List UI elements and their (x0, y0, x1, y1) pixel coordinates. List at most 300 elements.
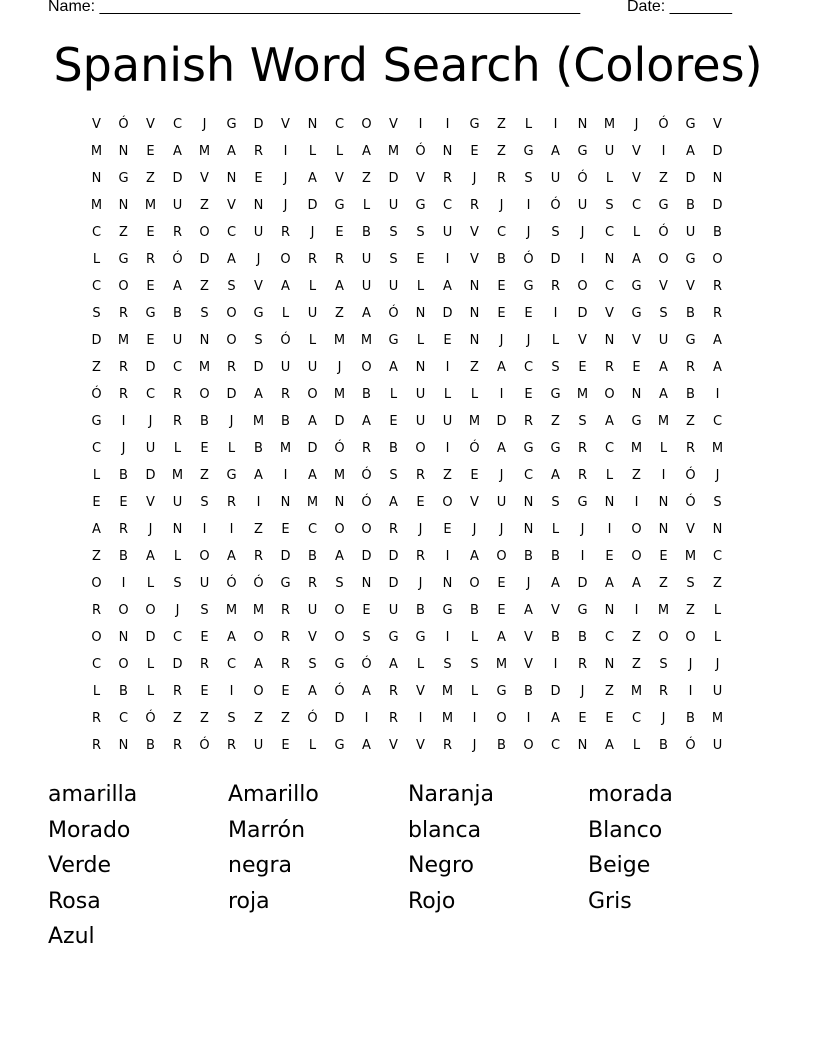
grid-letter: N (442, 576, 453, 591)
grid-letter: G (550, 441, 561, 456)
grid-letter: D (496, 414, 507, 429)
grid-letter: O (496, 549, 507, 564)
grid-letter: J (202, 117, 207, 132)
grid-letter: E (281, 738, 290, 753)
grid-letter: R (118, 306, 129, 321)
grid-letter: Z (497, 144, 506, 159)
grid-letter: V (524, 630, 533, 645)
grid-letter: Z (200, 468, 209, 483)
grid-letter: M (657, 414, 670, 429)
grid-letter: R (577, 468, 588, 483)
grid-letter: G (334, 198, 345, 213)
word-list-item: negra (228, 853, 292, 878)
grid-letter: S (389, 468, 398, 483)
grid-letter: G (469, 117, 480, 132)
grid-letter: Z (605, 684, 614, 699)
grid-letter: O (361, 522, 372, 537)
grid-letter: L (308, 333, 317, 348)
grid-letter: O (199, 387, 210, 402)
grid-letter: Ó (334, 684, 345, 699)
grid-letter: N (658, 522, 669, 537)
grid-letter: M (360, 333, 373, 348)
grid-letter: G (334, 738, 345, 753)
grid-letter: G (577, 495, 588, 510)
grid-letter: L (281, 306, 290, 321)
grid-letter: E (497, 576, 506, 591)
grid-letter: Z (200, 198, 209, 213)
grid-letter: N (631, 387, 642, 402)
grid-letter: L (551, 522, 560, 537)
grid-letter: N (604, 495, 615, 510)
grid-letter: O (658, 252, 669, 267)
grid-letter: C (226, 657, 237, 672)
grid-letter: A (551, 576, 560, 591)
grid-letter: M (198, 144, 211, 159)
grid-letter: B (686, 387, 695, 402)
grid-letter: I (553, 117, 558, 132)
grid-letter: Z (713, 576, 722, 591)
grid-letter: N (415, 306, 426, 321)
grid-letter: G (523, 279, 534, 294)
grid-letter: D (145, 360, 156, 375)
grid-letter: D (712, 198, 723, 213)
grid-letter: E (497, 603, 506, 618)
grid-letter: E (470, 468, 479, 483)
grid-letter: J (310, 225, 315, 240)
grid-letter: M (90, 144, 103, 159)
grid-letter: L (92, 684, 101, 699)
grid-letter: Ó (523, 252, 534, 267)
grid-letter: U (577, 198, 588, 213)
grid-letter: Z (632, 468, 641, 483)
grid-letter: B (389, 441, 398, 456)
grid-letter: Z (92, 549, 101, 564)
grid-letter: I (202, 522, 207, 537)
grid-letter: A (335, 549, 344, 564)
grid-letter: I (445, 549, 450, 564)
grid-letter: I (445, 441, 450, 456)
grid-letter: D (442, 306, 453, 321)
grid-letter: O (253, 684, 264, 699)
grid-letter: O (307, 387, 318, 402)
grid-letter: Z (281, 711, 290, 726)
grid-letter: G (415, 630, 426, 645)
grid-letter: N (469, 279, 480, 294)
grid-letter: M (603, 117, 616, 132)
grid-letter: R (658, 684, 669, 699)
grid-letter: B (686, 198, 695, 213)
grid-letter: Z (200, 279, 209, 294)
grid-letter: G (496, 684, 507, 699)
grid-letter: E (605, 549, 614, 564)
grid-letter: V (470, 252, 479, 267)
grid-letter: Z (335, 306, 344, 321)
grid-letter: L (362, 198, 371, 213)
grid-letter: O (145, 603, 156, 618)
grid-letter: R (388, 684, 399, 699)
grid-letter: Ó (361, 657, 372, 672)
grid-letter: Ó (685, 495, 696, 510)
grid-letter: J (688, 657, 693, 672)
grid-letter: Z (200, 711, 209, 726)
grid-letter: Ó (280, 333, 291, 348)
grid-letter: C (91, 279, 102, 294)
grid-letter: S (200, 306, 209, 321)
grid-letter: J (499, 468, 504, 483)
grid-letter: C (334, 117, 345, 132)
grid-letter: C (442, 198, 453, 213)
grid-letter: A (605, 738, 614, 753)
grid-letter: A (551, 468, 560, 483)
grid-letter: C (91, 657, 102, 672)
grid-letter: N (712, 171, 723, 186)
grid-letter: U (361, 252, 372, 267)
grid-letter: E (632, 360, 641, 375)
grid-letter: V (389, 738, 398, 753)
grid-letter: B (308, 549, 317, 564)
grid-letter: L (173, 441, 182, 456)
grid-letter: J (121, 441, 126, 456)
grid-letter: V (659, 279, 668, 294)
grid-letter: A (308, 468, 317, 483)
grid-letter: N (469, 306, 480, 321)
grid-letter: R (469, 198, 480, 213)
grid-letter: Ó (550, 198, 561, 213)
grid-letter: C (145, 387, 156, 402)
grid-letter: D (550, 684, 561, 699)
grid-letter: A (227, 630, 236, 645)
grid-letter: S (659, 306, 668, 321)
grid-letter: I (661, 144, 666, 159)
grid-letter: D (712, 144, 723, 159)
grid-letter: I (418, 117, 423, 132)
grid-letter: Ó (253, 576, 264, 591)
grid-letter: O (631, 522, 642, 537)
grid-letter: V (686, 279, 695, 294)
grid-letter: L (92, 252, 101, 267)
grid-letter: N (199, 333, 210, 348)
grid-letter: Ó (685, 738, 696, 753)
grid-letter: L (551, 333, 560, 348)
grid-letter: B (686, 306, 695, 321)
grid-letter: B (119, 684, 128, 699)
grid-letter: S (227, 711, 236, 726)
grid-letter: A (551, 144, 560, 159)
grid-letter: M (630, 441, 643, 456)
grid-letter: V (254, 279, 263, 294)
grid-letter: O (118, 657, 129, 672)
grid-letter: E (416, 495, 425, 510)
word-list-item: Azul (48, 924, 95, 949)
grid-letter: U (550, 171, 561, 186)
grid-letter: N (361, 576, 372, 591)
grid-letter: O (118, 279, 129, 294)
grid-letter: R (172, 387, 183, 402)
grid-letter: V (416, 738, 425, 753)
grid-letter: R (577, 441, 588, 456)
grid-letter: J (418, 522, 423, 537)
grid-letter: R (415, 549, 426, 564)
grid-letter: D (361, 549, 372, 564)
word-list-item: Beige (588, 853, 651, 878)
grid-letter: R (280, 225, 291, 240)
grid-letter: R (307, 576, 318, 591)
grid-letter: I (256, 495, 261, 510)
grid-letter: V (632, 144, 641, 159)
grid-letter: S (335, 576, 344, 591)
grid-letter: J (526, 225, 531, 240)
grid-letter: J (175, 603, 180, 618)
grid-letter: O (226, 306, 237, 321)
grid-letter: E (281, 522, 290, 537)
grid-letter: S (416, 225, 425, 240)
grid-letter: B (713, 225, 722, 240)
grid-letter: S (92, 306, 101, 321)
grid-letter: O (334, 630, 345, 645)
grid-letter: S (443, 657, 452, 672)
grid-letter: J (148, 522, 153, 537)
grid-letter: C (712, 414, 723, 429)
grid-letter: V (335, 171, 344, 186)
grid-letter: S (308, 657, 317, 672)
grid-letter: D (334, 711, 345, 726)
grid-letter: R (118, 360, 129, 375)
grid-letter: I (580, 252, 585, 267)
grid-letter: O (658, 630, 669, 645)
grid-letter: R (577, 657, 588, 672)
grid-letter: G (226, 468, 237, 483)
grid-letter: G (685, 333, 696, 348)
grid-letter: B (146, 738, 155, 753)
grid-letter: I (121, 414, 126, 429)
grid-letter: V (227, 198, 236, 213)
grid-letter: Ó (199, 738, 210, 753)
grid-letter: M (144, 198, 157, 213)
word-list-item: roja (228, 888, 270, 914)
grid-letter: U (145, 441, 156, 456)
grid-letter: R (334, 252, 345, 267)
grid-letter: R (361, 441, 372, 456)
grid-letter: M (441, 711, 454, 726)
grid-letter: A (605, 576, 614, 591)
grid-letter: R (91, 738, 102, 753)
grid-letter: N (442, 144, 453, 159)
grid-letter: N (712, 522, 723, 537)
grid-letter: N (307, 117, 318, 132)
grid-letter: R (118, 522, 129, 537)
grid-letter: O (199, 549, 210, 564)
grid-letter: Ó (658, 225, 669, 240)
grid-letter: V (281, 117, 290, 132)
grid-letter: O (496, 711, 507, 726)
grid-letter: C (118, 711, 129, 726)
grid-letter: R (442, 171, 453, 186)
grid-letter: G (685, 252, 696, 267)
grid-letter: G (577, 603, 588, 618)
grid-letter: V (686, 522, 695, 537)
grid-letter: S (551, 360, 560, 375)
grid-letter: D (145, 468, 156, 483)
grid-letter: O (91, 630, 102, 645)
grid-letter: J (580, 684, 585, 699)
grid-letter: R (388, 522, 399, 537)
grid-letter: I (688, 684, 693, 699)
grid-letter: D (145, 630, 156, 645)
grid-letter: A (146, 549, 155, 564)
grid-letter: L (713, 630, 722, 645)
grid-letter: A (308, 414, 317, 429)
grid-letter: B (119, 468, 128, 483)
grid-letter: M (495, 657, 508, 672)
grid-letter: A (389, 360, 398, 375)
grid-letter: U (442, 414, 453, 429)
grid-letter: V (605, 306, 614, 321)
grid-letter: O (712, 252, 723, 267)
grid-letter: R (199, 657, 210, 672)
grid-letter: I (445, 252, 450, 267)
date-field-label[interactable]: Date: _______ (627, 0, 732, 15)
grid-letter: Z (362, 171, 371, 186)
grid-letter: I (418, 711, 423, 726)
grid-letter: A (227, 144, 236, 159)
word-list-item: Gris (588, 888, 632, 914)
grid-letter: R (118, 387, 129, 402)
grid-letter: N (118, 738, 129, 753)
grid-letter: U (415, 387, 426, 402)
grid-letter: L (605, 171, 614, 186)
grid-letter: G (631, 279, 642, 294)
grid-letter: I (553, 657, 558, 672)
grid-letter: G (145, 306, 156, 321)
grid-letter: N (118, 630, 129, 645)
grid-letter: M (225, 603, 238, 618)
grid-letter: R (307, 252, 318, 267)
grid-letter: Z (254, 522, 263, 537)
grid-letter: L (227, 441, 236, 456)
grid-letter: Z (659, 576, 668, 591)
grid-letter: R (280, 657, 291, 672)
grid-letter: R (253, 549, 264, 564)
grid-letter: M (711, 441, 724, 456)
word-list-item: Naranja (408, 782, 495, 807)
grid-letter: B (470, 603, 479, 618)
grid-letter: U (658, 333, 669, 348)
grid-letter: N (253, 198, 264, 213)
grid-letter: C (91, 225, 102, 240)
grid-letter: G (118, 171, 129, 186)
grid-letter: G (577, 144, 588, 159)
grid-letter: G (280, 576, 291, 591)
word-list-item: Negro (408, 853, 474, 878)
grid-letter: C (172, 630, 183, 645)
grid-letter: G (388, 333, 399, 348)
grid-letter: C (631, 711, 642, 726)
grid-letter: S (173, 576, 182, 591)
grid-letter: U (712, 684, 723, 699)
grid-letter: N (577, 738, 588, 753)
grid-letter: U (172, 495, 183, 510)
grid-letter: E (254, 171, 263, 186)
grid-letter: J (499, 198, 504, 213)
grid-letter: O (280, 252, 291, 267)
grid-letter: E (335, 225, 344, 240)
grid-letter: V (524, 657, 533, 672)
grid-letter: O (442, 495, 453, 510)
grid-letter: M (630, 684, 643, 699)
grid-letter: D (199, 252, 210, 267)
grid-letter: G (523, 441, 534, 456)
grid-letter: J (499, 522, 504, 537)
grid-letter: J (715, 468, 720, 483)
name-field-label[interactable]: Name: ______________________________________________________ (48, 0, 581, 15)
grid-letter: R (91, 711, 102, 726)
grid-letter: V (470, 495, 479, 510)
grid-letter: N (604, 252, 615, 267)
grid-letter: L (308, 144, 317, 159)
grid-letter: S (659, 657, 668, 672)
grid-letter: V (578, 333, 587, 348)
grid-letter: C (604, 630, 615, 645)
grid-letter: A (254, 387, 263, 402)
grid-letter: A (254, 468, 263, 483)
grid-letter: U (172, 333, 183, 348)
grid-letter: N (118, 198, 129, 213)
grid-letter: U (388, 603, 399, 618)
grid-letter: B (551, 630, 560, 645)
grid-letter: M (117, 333, 130, 348)
grid-letter: U (361, 279, 372, 294)
grid-letter: L (632, 225, 641, 240)
grid-letter: R (226, 738, 237, 753)
grid-letter: Z (119, 225, 128, 240)
grid-letter: I (580, 549, 585, 564)
grid-letter: N (604, 603, 615, 618)
grid-letter: N (469, 333, 480, 348)
grid-letter: O (361, 117, 372, 132)
grid-letter: B (686, 711, 695, 726)
grid-letter: O (523, 738, 534, 753)
grid-letter: N (415, 360, 426, 375)
grid-letter: V (308, 630, 317, 645)
grid-letter: N (334, 495, 345, 510)
grid-letter: A (389, 495, 398, 510)
grid-letter: R (550, 279, 561, 294)
grid-letter: J (661, 711, 666, 726)
grid-letter: R (253, 144, 264, 159)
grid-letter: I (715, 387, 720, 402)
grid-letter: C (604, 441, 615, 456)
grid-letter: I (634, 603, 639, 618)
grid-letter: E (200, 630, 209, 645)
grid-letter: C (712, 549, 723, 564)
grid-letter: A (362, 306, 371, 321)
grid-letter: Z (254, 711, 263, 726)
grid-letter: A (605, 414, 614, 429)
grid-letter: Ó (91, 387, 102, 402)
grid-letter: A (335, 279, 344, 294)
grid-letter: S (470, 657, 479, 672)
grid-letter: I (661, 468, 666, 483)
word-list-item: Rosa (48, 888, 101, 914)
grid-letter: I (445, 117, 450, 132)
grid-letter: V (632, 333, 641, 348)
grid-letter: N (658, 495, 669, 510)
grid-letter: O (118, 603, 129, 618)
grid-letter: J (472, 738, 477, 753)
grid-letter: M (576, 387, 589, 402)
grid-letter: Ó (658, 117, 669, 132)
grid-letter: A (227, 549, 236, 564)
